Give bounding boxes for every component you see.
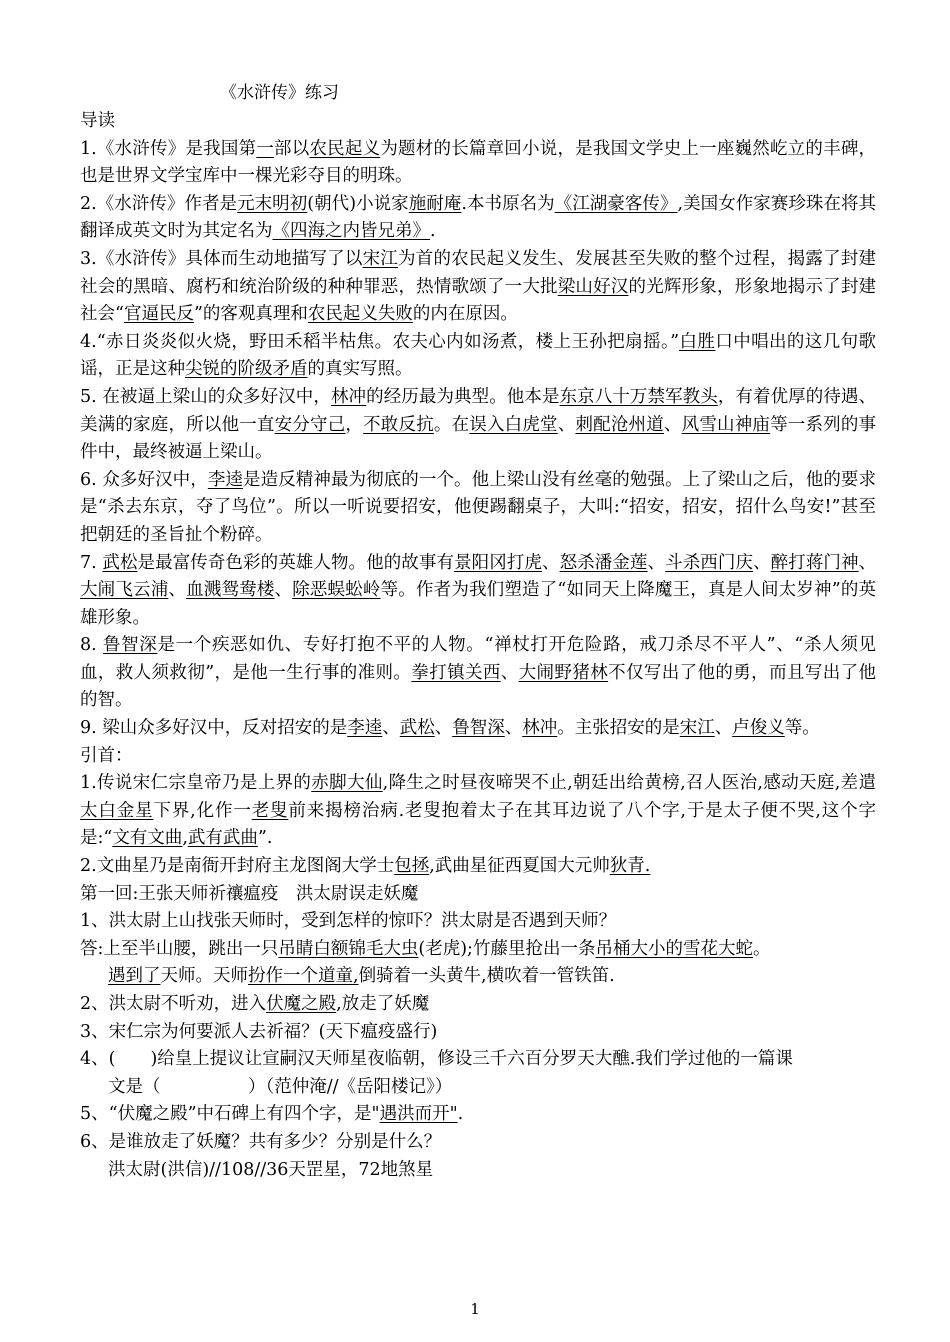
- question-6: 6、是谁放走了妖魔？共有多少？分别是什么？: [80, 1131, 442, 1152]
- text-segment: 等一系列的事件中，最终被逼上梁山。: [80, 414, 877, 463]
- text-segment: ,: [182, 828, 188, 849]
- text-segment: 。在: [433, 414, 470, 435]
- text-segment: 等。: [784, 718, 820, 739]
- underlined-answer: 李逵: [347, 718, 383, 739]
- underlined-answer: 太白金星: [80, 800, 154, 821]
- text-segment: .本书原名为: [461, 193, 555, 214]
- text-segment: 、: [500, 662, 519, 683]
- text-segment: 为首的农民起义发生、发展甚至失败的整个过程，揭露了封建社会的黑暗、腐朽和统治阶级的种种罪恶，热情歌颂了一大批: [80, 248, 877, 297]
- section-daodu: 导读: [80, 111, 115, 131]
- text-segment: 是最富传奇色彩的英雄人物。他的故事有: [137, 552, 455, 573]
- para-5: [80, 384, 876, 467]
- text-segment: 是造反精神最为彻底的一个。他上梁山没有丝毫的勉强。上了梁山之后，他的要求是“杀去东京，夺了鸟位”。所以一听说要招安，他便踢翻桌子，大叫:“招安，招安，招什么鸟安!”甚至把朝廷的圣旨扯个粉碎。: [80, 469, 876, 545]
- underlined-answer: 景阳冈打虎: [454, 552, 542, 573]
- underlined-answer: 安分守己: [274, 414, 346, 435]
- underlined-answer: 遇到了: [108, 966, 161, 987]
- section-chapter-1: 第一回:王张天师祈禳瘟疫 洪太尉误走妖魔: [80, 883, 419, 904]
- para-3: [80, 246, 876, 329]
- text-segment: 7.: [80, 552, 103, 573]
- text-segment: 、: [663, 414, 682, 435]
- underlined-answer: 吊桶大小的雪花大蛇: [595, 938, 753, 959]
- underlined-answer: 农民起义: [309, 138, 381, 159]
- text-segment: 的经历最为典型。他本是: [366, 386, 560, 407]
- text-segment: 2.《水浒传》作者是: [80, 193, 238, 214]
- text-segment: 、: [382, 718, 400, 739]
- question-1: 1、洪太尉上山找张天师时，受到怎样的惊吓？洪太尉是否遇到天师？: [80, 911, 617, 932]
- para-6: [80, 467, 876, 550]
- text-segment: 、: [168, 580, 187, 601]
- underlined-answer: 吊睛白额锦毛大虫: [278, 938, 419, 959]
- underlined-answer: 武松: [102, 552, 138, 573]
- text-segment: ”的客观真理和: [193, 304, 308, 325]
- underlined-answer: 狄青.: [609, 856, 651, 877]
- text-segment: 、: [434, 718, 453, 739]
- text-segment: 、: [858, 552, 877, 573]
- text-segment: 下界,化作一: [153, 800, 252, 821]
- underlined-answer: 官逼民反: [123, 304, 194, 325]
- text-segment: .: [430, 221, 436, 242]
- underlined-answer: 尖锐的阶级矛盾: [185, 359, 308, 380]
- text-segment: 9. 梁山众多好汉中，反对招安的是: [80, 718, 348, 739]
- underlined-answer: 除恶蜈蚣岭: [292, 580, 381, 601]
- underlined-answer: 斗杀西门庆: [665, 552, 754, 573]
- text-segment: ，: [345, 414, 364, 435]
- underlined-answer: 老叟: [251, 800, 289, 821]
- answer-1: [80, 936, 876, 964]
- text-segment: 、: [557, 414, 576, 435]
- text-segment: 、: [542, 552, 560, 573]
- text-segment: (老虎);竹藤里抢出一条: [418, 938, 596, 959]
- text-segment: 5、“伏魔之殿”中石碑上有四个字，是": [80, 1104, 380, 1125]
- underlined-answer: 《江湖豪客传》: [554, 193, 678, 214]
- underlined-answer: 卢俊义: [732, 718, 785, 739]
- underlined-answer: 遇洪而开": [379, 1104, 458, 1125]
- text-segment: 。主张招安的是: [557, 718, 680, 739]
- text-segment: 3.《水浒传》具体而生动地描写了以: [80, 248, 363, 269]
- question-2: [80, 991, 876, 1019]
- underlined-answer: 风雪山神庙: [681, 414, 771, 435]
- para-9: [80, 715, 876, 743]
- text-segment: 、: [753, 552, 771, 573]
- para-1: [80, 136, 876, 191]
- underlined-answer: 宋江: [362, 248, 399, 269]
- underlined-answer: 林冲: [522, 718, 558, 739]
- yinshou-1: [80, 770, 876, 853]
- underlined-answer: 宋江: [679, 718, 715, 739]
- underlined-answer: 白胜: [679, 331, 716, 352]
- underlined-answer: 赤脚大仙: [311, 773, 383, 794]
- text-segment: ”.: [257, 828, 273, 849]
- underlined-answer: 武松: [399, 718, 435, 739]
- page-number: 1: [470, 1300, 480, 1318]
- answer-6: 洪太尉(洪信)//108//36天罡星，72地煞星: [108, 1159, 434, 1180]
- underlined-answer: 文有文曲: [112, 828, 183, 849]
- text-segment: 不仅写出了他的勇，而且写出了他的智。: [80, 662, 877, 711]
- text-segment: 的光辉形象，形象地揭示了封建社会“: [80, 276, 877, 325]
- underlined-answer: 李逵: [207, 469, 244, 490]
- text-segment: 为题材的长篇章回小说，是我国文学史上一座巍然屹立的丰碑，也是世界文学宝库中一棵光彩夺目的明珠。: [80, 138, 877, 187]
- underlined-answer: 《四海之内皆兄弟》: [272, 221, 430, 242]
- underlined-answer: 鲁智深: [452, 718, 505, 739]
- text-segment: 答:上至半山腰，跳出一只: [80, 938, 279, 959]
- underlined-answer: 包拯: [394, 856, 430, 877]
- para-4: [80, 329, 876, 384]
- underlined-answer: 扮作一个道童,: [248, 966, 359, 987]
- text-segment: 、: [714, 718, 733, 739]
- underlined-answer: 误入白虎堂: [469, 414, 558, 435]
- text-segment: 1.传说宋仁宗皇帝乃是上界的: [80, 773, 312, 794]
- text-segment: 8.: [80, 635, 103, 656]
- text-segment: 的真实写照。: [307, 359, 413, 380]
- section-yinshou: 引首：: [80, 745, 133, 766]
- underlined-answer: 东京八十万禁军教头: [559, 386, 718, 407]
- para-7: [80, 550, 876, 633]
- underlined-answer: 怒杀潘金莲: [559, 552, 648, 573]
- underlined-answer: 农民起义失败: [307, 304, 413, 325]
- text-segment: 2、洪太尉不听劝，进入: [80, 994, 267, 1014]
- text-segment: 部以: [274, 138, 310, 159]
- underlined-answer: 元末明初: [237, 193, 308, 214]
- text-segment: (朝代)小说家: [307, 193, 409, 214]
- underlined-answer: 大闹飞云浦: [80, 580, 169, 601]
- text-segment: ，有着优厚的待遇、美满的家庭，所以他一直: [80, 386, 877, 435]
- underlined-answer: 梁山好汉: [557, 276, 629, 297]
- text-segment: 倒骑着一头黄牛,横吹着一管铁笛.: [358, 966, 615, 987]
- text-segment: 。: [752, 938, 771, 959]
- text-segment: ,降生之时昼夜啼哭不止,朝廷出给黄榜,召人医治,感动天庭,差遣: [382, 773, 877, 794]
- underlined-answer: 一: [256, 138, 275, 159]
- text-segment: 6. 众多好汉中，: [80, 469, 208, 490]
- underlined-answer: 血溅鸳鸯楼: [186, 580, 275, 601]
- underlined-answer: 林冲: [330, 386, 367, 407]
- text-segment: 、: [504, 718, 523, 739]
- text-segment: 4.“赤日炎炎似火烧，野田禾稻半枯焦。农夫心内如汤煮，楼上王孙把扇摇。”: [80, 331, 680, 352]
- text-segment: 、: [274, 580, 293, 601]
- document-page: [80, 78, 876, 1184]
- underlined-answer: 醉打蒋门神: [770, 552, 859, 573]
- text-segment: 是一个疾恶如仇、专好打抱不平的人物。“禅杖打开危险路，戒刀杀尽不平人”、“杀人须见血，救人须救彻”，是他一生行事的准则。: [80, 635, 877, 683]
- question-4-cont: 文是（ ）（范仲淹//《岳阳楼记》）: [108, 1076, 453, 1097]
- underlined-answer: 拳打镇关西: [411, 662, 501, 683]
- para-2: [80, 191, 876, 246]
- text-segment: ,放走了妖魔: [336, 994, 430, 1014]
- question-4: 4、( )给皇上提议让宣嗣汉天师星夜临朝，修设三千六百分罗天大醮.我们学过他的一篇课: [80, 1049, 793, 1070]
- text-segment: .: [457, 1104, 464, 1125]
- para-8: [80, 632, 876, 715]
- underlined-answer: 刺配沧州道: [575, 414, 664, 435]
- text-segment: 的内在原因。: [412, 304, 518, 325]
- text-segment: 口中唱出的这几句歌谣，正是这种: [80, 331, 877, 380]
- text-segment: 5. 在被逼上梁山的众多好汉中，: [80, 386, 331, 407]
- text-segment: 、: [647, 552, 666, 573]
- underlined-answer: 武有武曲: [187, 828, 258, 849]
- text-segment: ,美国女作家赛珍珠在将其翻译成英文时为其定名为: [80, 193, 877, 242]
- document-title: 《水浒传》练习: [220, 83, 339, 103]
- underlined-answer: 施耐庵: [408, 193, 462, 214]
- text-segment: 天师。天师: [160, 966, 248, 987]
- text-segment: 2.文曲星乃是南衙开封府主龙图阁大学士: [80, 856, 395, 877]
- text-segment: 前来揭榜治病.老叟抱着太子在其耳边说了八个字,于是太子便不哭,这个字是:“: [80, 800, 877, 849]
- underlined-answer: 大闹野猪林: [518, 662, 609, 683]
- underlined-answer: 伏魔之殿: [266, 994, 337, 1014]
- text-segment: 等。作者为我们塑造了“如同天上降魔王，真是人间太岁神”的英雄形象。: [80, 580, 877, 628]
- answer-1-cont: [80, 963, 876, 991]
- underlined-answer: 鲁智深: [102, 635, 158, 656]
- text-segment: ,武曲星征西夏国大元帅: [429, 856, 610, 877]
- question-3: 3、宋仁宗为何要派人去祈福？(天下瘟疫盛行): [80, 1021, 438, 1042]
- text-segment: 1.《水浒传》是我国第: [80, 138, 257, 159]
- question-5: [80, 1101, 876, 1129]
- underlined-answer: 不敢反抗: [363, 414, 434, 435]
- yinshou-2: [80, 853, 876, 881]
